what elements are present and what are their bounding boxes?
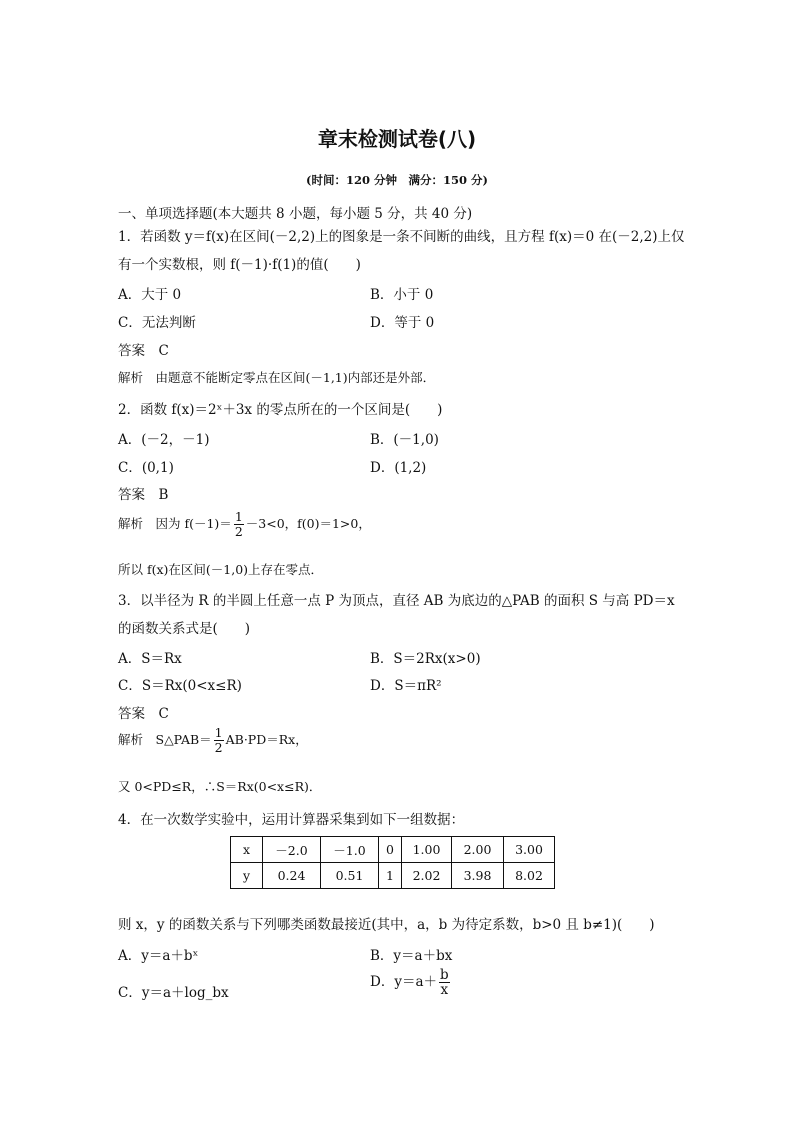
- q1-option-c: C．无法判断: [118, 315, 196, 331]
- table-cell: 0: [379, 837, 402, 863]
- q3-analysis-line2: 又 0<PD≤R，∴S＝Rx(0<x≤R)．: [118, 779, 322, 794]
- q2-analysis-line2: 所以 f(x)在区间(－1,0)上存在零点．: [118, 562, 324, 577]
- q3-fraction-denominator: 2: [214, 740, 223, 755]
- q4-stem-line2: 则 x，y 的函数关系与下列哪类函数最接近(其中，a，b 为待定系数，b>0 且 b≠1)( ): [118, 917, 655, 933]
- q3-analysis-text-post: AB·PD＝Rx，: [225, 732, 308, 747]
- q2-fraction-denominator: 2: [234, 524, 243, 539]
- q2-option-d: D．(1,2): [370, 460, 427, 476]
- data-table: [230, 836, 555, 889]
- q3-analysis: [118, 726, 308, 755]
- table-cell: 3.00: [504, 837, 555, 863]
- table-cell: 1.00: [402, 837, 452, 863]
- page-title: 章末检测试卷(八): [317, 127, 477, 151]
- q2-analysis: [118, 510, 371, 539]
- q4-option-d-numerator: b: [440, 967, 449, 983]
- q1-option-d: D．等于 0: [370, 315, 435, 331]
- q1-option-a: A．大于 0: [118, 287, 182, 303]
- q1-stem-line2: 有一个实数根，则 f(－1)·f(1)的值( ): [118, 257, 361, 273]
- q2-answer: 答案 B: [118, 487, 169, 503]
- q4-option-d-fraction: [439, 968, 450, 997]
- q1-option-b: B．小于 0: [370, 287, 434, 303]
- table-cell: －1.0: [321, 837, 379, 863]
- q4-option-a: A．y＝a＋bˣ: [118, 948, 199, 964]
- q1-analysis: 解析 由题意不能断定零点在区间(－1,1)内部还是外部．: [118, 370, 436, 385]
- q4-option-c: C．y＝a＋log_bx: [118, 985, 229, 1001]
- q2-stem: 2．函数 f(x)＝2ˣ＋3x 的零点所在的一个区间是( ): [118, 402, 443, 418]
- table-cell: 3.98: [452, 863, 504, 889]
- q2-option-b: B．(－1,0): [370, 432, 439, 448]
- q4-stem-line1: 4．在一次数学实验中，运用计算器采集到如下一组数据：: [118, 812, 465, 828]
- q1-answer: 答案 C: [118, 343, 169, 359]
- q1-stem-line1: 1．若函数 y＝f(x)在区间(－2,2)上的图象是一条不间断的曲线，且方程 f(x)＝0 在(－2,2)上仅: [118, 229, 685, 245]
- q3-analysis-text-pre: 解析 S△PAB＝: [118, 732, 212, 747]
- q3-fraction-numerator: 1: [214, 725, 223, 740]
- table-row: [231, 863, 555, 889]
- q2-option-c: C．(0,1): [118, 460, 174, 476]
- table-cell: 8.02: [504, 863, 555, 889]
- q2-analysis-text-pre: 解析 因为 f(－1)＝: [118, 516, 232, 531]
- q3-option-a: A．S＝Rx: [118, 651, 182, 667]
- q3-stem-line2: 的函数关系式是( ): [118, 621, 251, 637]
- table-cell: －2.0: [263, 837, 321, 863]
- q3-option-c: C．S＝Rx(0<x≤R): [118, 678, 242, 694]
- table-header-x: x: [231, 837, 263, 863]
- q4-option-d-pre: D．y＝a＋: [370, 974, 437, 990]
- q2-analysis-text-post: －3<0，f(0)＝1>0，: [245, 516, 371, 531]
- table-header-y: y: [231, 863, 263, 889]
- table-cell: 2.02: [402, 863, 452, 889]
- section-heading: 一、单项选择题(本大题共 8 小题，每小题 5 分，共 40 分): [118, 206, 473, 222]
- exam-meta: (时间：120 分钟 满分：150 分): [306, 173, 488, 187]
- q3-answer: 答案 C: [118, 706, 169, 722]
- q3-stem-line1: 3．以半径为 R 的半圆上任意一点 P 为顶点，直径 AB 为底边的△PAB 的面积 S 与高 PD＝x: [118, 593, 675, 609]
- table-cell: 2.00: [452, 837, 504, 863]
- q3-option-d: D．S＝πR²: [370, 678, 442, 694]
- table-row: [231, 837, 555, 863]
- q3-fraction: [214, 726, 224, 755]
- q2-option-a: A．(－2，－1): [118, 432, 210, 448]
- table-cell: 0.24: [263, 863, 321, 889]
- q3-option-b: B．S＝2Rx(x>0): [370, 651, 481, 667]
- table-cell: 0.51: [321, 863, 379, 889]
- table-cell: 1: [379, 863, 402, 889]
- q4-option-d-denominator: x: [440, 982, 449, 998]
- q4-option-d: [370, 968, 452, 997]
- q4-option-b: B．y＝a＋bx: [370, 948, 453, 964]
- q2-fraction: [234, 510, 244, 539]
- q2-fraction-numerator: 1: [234, 509, 243, 524]
